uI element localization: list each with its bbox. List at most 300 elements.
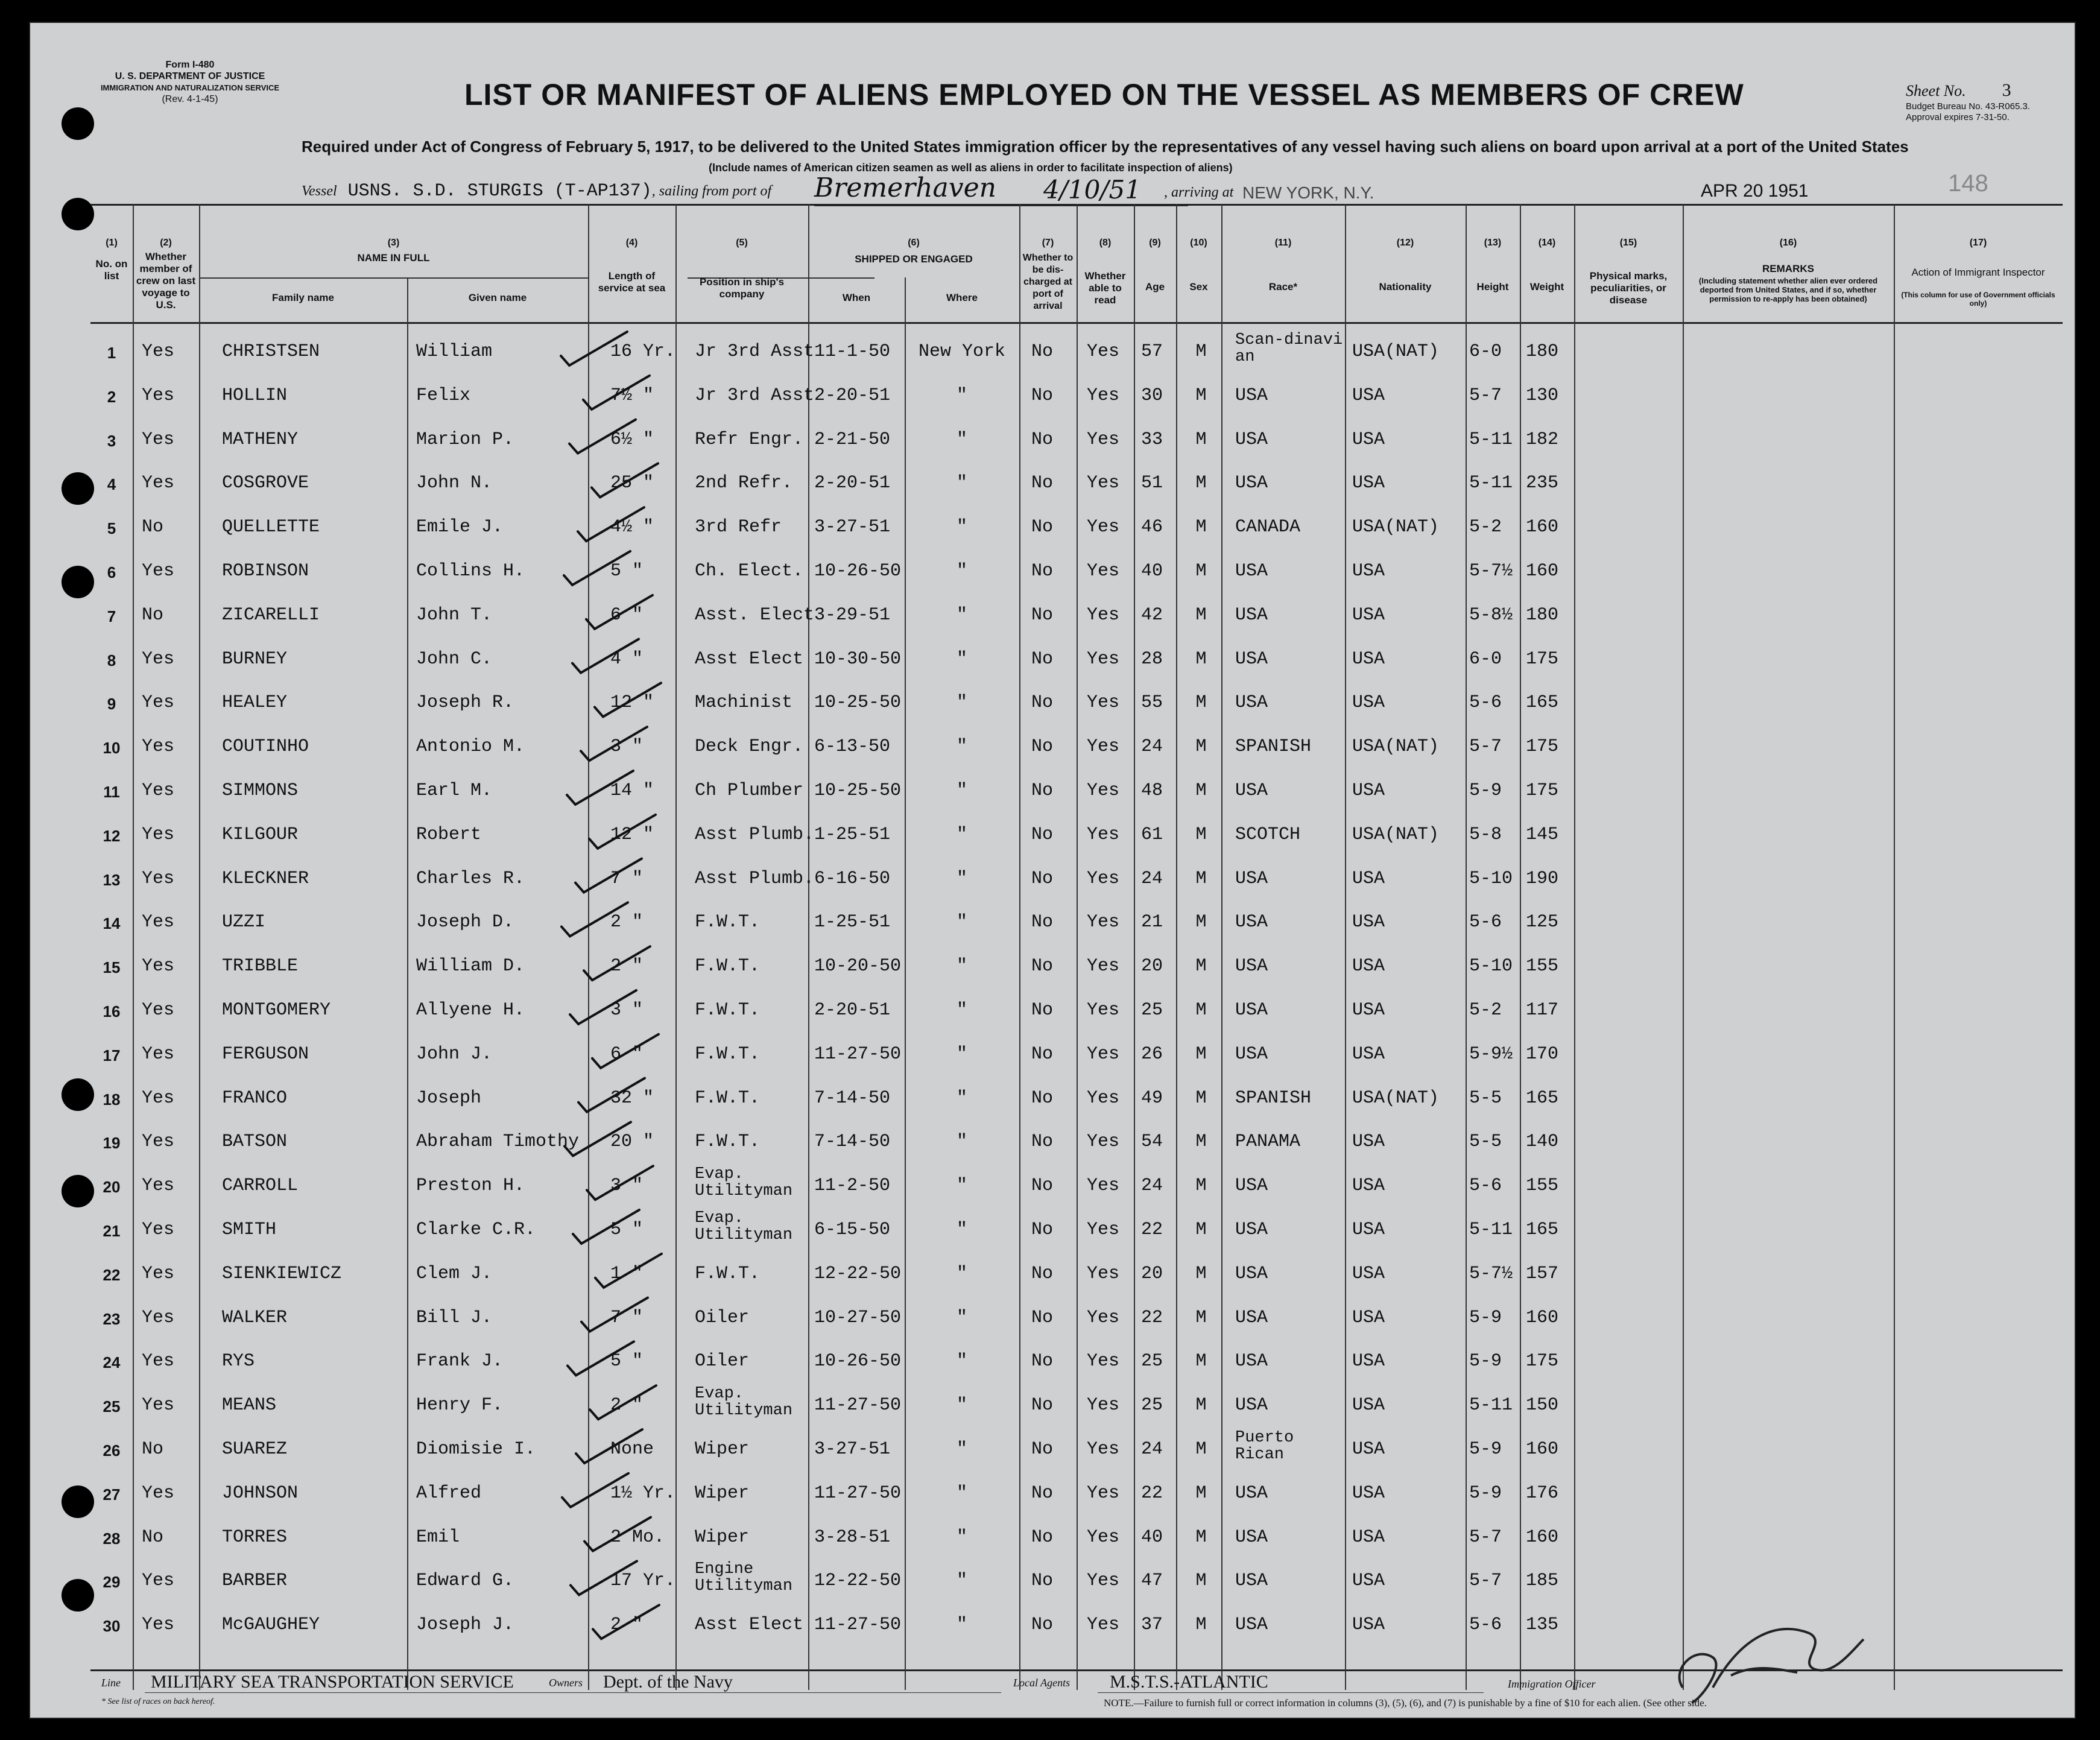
cell-where: " — [956, 1482, 967, 1504]
cell-no: 10 — [103, 739, 121, 758]
cell-weight: 190 — [1526, 868, 1559, 889]
check-mark — [584, 946, 650, 980]
cell-member: Yes — [142, 956, 175, 977]
cell-length: 5 " — [610, 1351, 644, 1372]
cell-height: 5-6 — [1469, 1615, 1502, 1636]
cell-sex: M — [1195, 956, 1207, 977]
cell-family: TORRES — [222, 1526, 288, 1548]
cell-height: 5-10 — [1469, 956, 1513, 977]
cell-nat: USA — [1352, 1615, 1385, 1636]
cell-position: Engine Utilityman — [695, 1560, 793, 1596]
cell-height: 5-7½ — [1469, 561, 1513, 581]
cell-height: 5-7½ — [1469, 1263, 1513, 1284]
cell-member: Yes — [142, 1220, 175, 1240]
cell-no: 30 — [103, 1617, 121, 1636]
owners-value: Dept. of the Navy — [603, 1672, 733, 1692]
cell-height: 5-5 — [1469, 1131, 1502, 1153]
cell-weight: 160 — [1526, 517, 1559, 538]
cell-disch: No — [1031, 473, 1054, 494]
cell-no: 27 — [103, 1485, 121, 1504]
cell-nat: USA — [1352, 1395, 1385, 1416]
cell-nat: USA — [1352, 604, 1385, 625]
cell-when: 11-27-50 — [814, 1043, 902, 1065]
cell-weight: 125 — [1526, 912, 1559, 933]
vessel-name: USNS. S.D. STURGIS (T-AP137) — [347, 181, 652, 201]
cell-nat: USA — [1352, 1000, 1385, 1020]
cell-family: COSGROVE — [222, 473, 309, 494]
cell-age: 33 — [1141, 429, 1163, 450]
cell-race: USA — [1235, 1000, 1268, 1020]
cell-member: Yes — [142, 1087, 175, 1109]
cell-sex: M — [1195, 1395, 1207, 1416]
check-mark — [587, 1166, 653, 1200]
cell-read: Yes — [1087, 956, 1120, 977]
cell-family: SUAREZ — [222, 1439, 288, 1460]
cell-weight: 155 — [1526, 1175, 1559, 1197]
col-number: (3) — [387, 238, 400, 248]
cell-no: 1 — [107, 344, 116, 362]
cell-disch: No — [1031, 912, 1054, 933]
cell-sex: M — [1195, 429, 1207, 450]
cell-weight: 165 — [1526, 1087, 1559, 1109]
cell-read: Yes — [1087, 1482, 1120, 1504]
cell-read: Yes — [1087, 561, 1120, 581]
cell-family: BURNEY — [222, 648, 288, 669]
cell-position: Asst Plumb. — [695, 868, 815, 889]
cell-given: John T. — [416, 604, 493, 625]
cell-where: " — [956, 648, 967, 669]
cell-given: Emile J. — [416, 517, 504, 538]
cell-age: 20 — [1141, 956, 1163, 977]
cell-where: " — [956, 429, 967, 450]
cell-read: Yes — [1087, 1571, 1120, 1592]
col-number: (4) — [625, 238, 638, 248]
header-length: Length of service at sea — [598, 270, 666, 294]
line-value: MILITARY SEA TRANSPORTATION SERVICE — [151, 1672, 514, 1692]
cell-nat: USA — [1352, 1175, 1385, 1197]
cell-sex: M — [1195, 473, 1207, 494]
cell-length: 3 " — [610, 1000, 644, 1020]
cell-position: Evap. Utilityman — [695, 1165, 793, 1201]
cell-given: Collins H. — [416, 561, 525, 581]
cell-length: 3 " — [610, 736, 644, 758]
cell-position: 2nd Refr. — [695, 473, 793, 494]
cell-disch: No — [1031, 1307, 1054, 1328]
col-number: (11) — [1274, 238, 1292, 248]
header-shipped: SHIPPED OR ENGAGED — [855, 253, 973, 265]
check-mark — [564, 551, 630, 585]
cell-when: 3-28-51 — [814, 1526, 891, 1548]
cell-race: USA — [1235, 1571, 1268, 1592]
cell-no: 7 — [107, 607, 116, 625]
cell-weight: 175 — [1526, 1351, 1559, 1372]
cell-family: TRIBBLE — [222, 956, 299, 977]
cell-member: Yes — [142, 1263, 175, 1284]
cell-no: 14 — [103, 914, 121, 933]
cell-race: USA — [1235, 868, 1268, 889]
cell-no: 29 — [103, 1573, 121, 1592]
cell-race: Puerto Rican — [1235, 1429, 1294, 1464]
cell-no: 9 — [107, 695, 116, 713]
sheet-value: 3 — [2002, 80, 2011, 100]
cell-when: 10-26-50 — [814, 1351, 902, 1372]
cell-weight: 182 — [1526, 429, 1559, 450]
cell-length: 7 " — [610, 1307, 644, 1328]
cell-height: 5-5 — [1469, 1087, 1502, 1109]
header-able-read: Whether able to read — [1084, 270, 1126, 306]
cell-nat: USA — [1352, 1571, 1385, 1592]
cell-family: SMITH — [222, 1220, 277, 1240]
cell-weight: 165 — [1526, 692, 1559, 713]
cell-height: 5-9 — [1469, 1351, 1502, 1372]
cell-age: 24 — [1141, 736, 1163, 758]
cell-age: 25 — [1141, 1351, 1163, 1372]
check-mark — [578, 1078, 645, 1112]
cell-family: QUELLETTE — [222, 517, 320, 538]
cell-weight: 235 — [1526, 473, 1559, 494]
cell-nat: USA — [1352, 648, 1385, 669]
cell-length: 32 " — [610, 1087, 654, 1109]
cell-race: SPANISH — [1235, 1087, 1312, 1109]
cell-given: Preston H. — [416, 1175, 525, 1197]
cell-family: McGAUGHEY — [222, 1615, 320, 1636]
cell-family: BARBER — [222, 1571, 288, 1592]
cell-position: Machinist — [695, 692, 793, 713]
cell-family: KLECKNER — [222, 868, 309, 889]
cell-given: Diomisie I. — [416, 1439, 536, 1460]
cell-member: Yes — [142, 824, 175, 845]
cell-nat: USA — [1352, 912, 1385, 933]
cell-race: USA — [1235, 912, 1268, 933]
cell-read: Yes — [1087, 341, 1120, 362]
cell-race: USA — [1235, 780, 1268, 801]
cell-sex: M — [1195, 1175, 1207, 1197]
cell-where: " — [956, 780, 967, 801]
cell-member: Yes — [142, 1307, 175, 1328]
arrival-stamp-date: APR 20 1951 — [1701, 181, 1809, 201]
cell-disch: No — [1031, 648, 1054, 669]
cell-length: 12 " — [610, 824, 654, 845]
cell-when: 2-21-50 — [814, 429, 891, 450]
cell-nat: USA(NAT) — [1352, 517, 1440, 538]
check-mark — [593, 1605, 659, 1639]
cell-no: 25 — [103, 1397, 121, 1416]
cell-no: 28 — [103, 1529, 121, 1548]
cell-sex: M — [1195, 736, 1207, 758]
cell-position: Ch Plumber — [695, 780, 804, 801]
cell-weight: 160 — [1526, 561, 1559, 581]
cell-age: 30 — [1141, 385, 1163, 406]
cell-nat: USA — [1352, 1439, 1385, 1460]
cell-disch: No — [1031, 736, 1054, 758]
cell-member: Yes — [142, 385, 175, 406]
cell-sex: M — [1195, 1615, 1207, 1636]
check-mark — [592, 1034, 659, 1068]
cell-no: 19 — [103, 1134, 121, 1153]
cell-length: 5 " — [610, 1220, 644, 1240]
cell-weight: 155 — [1526, 956, 1559, 977]
cell-disch: No — [1031, 1000, 1054, 1020]
cell-member: Yes — [142, 780, 175, 801]
cell-read: Yes — [1087, 1131, 1120, 1153]
cell-family: COUTINHO — [222, 736, 309, 758]
cell-position: F.W.T. — [695, 1043, 761, 1065]
col-number: (10) — [1190, 238, 1207, 248]
cell-weight: 185 — [1526, 1571, 1559, 1592]
cell-weight: 180 — [1526, 341, 1559, 362]
cell-member: Yes — [142, 1175, 175, 1197]
owners-label: Owners — [549, 1677, 583, 1689]
cell-length: 7½ " — [610, 385, 654, 406]
cell-position: Deck Engr. — [695, 736, 804, 758]
cell-read: Yes — [1087, 780, 1120, 801]
header-weight: Weight — [1529, 281, 1564, 293]
cell-member: Yes — [142, 1043, 175, 1065]
cell-height: 5-9 — [1469, 780, 1502, 801]
form-number: Form I-480 — [165, 60, 215, 70]
cell-age: 48 — [1141, 780, 1163, 801]
cell-disch: No — [1031, 1220, 1054, 1240]
check-mark — [572, 639, 639, 673]
cell-age: 46 — [1141, 517, 1163, 538]
cell-length: 20 " — [610, 1131, 654, 1153]
stamp-number: 148 — [1948, 170, 1988, 197]
cell-disch: No — [1031, 1615, 1054, 1636]
cell-where: " — [956, 1220, 967, 1240]
cell-age: 20 — [1141, 1263, 1163, 1284]
cell-race: USA — [1235, 1307, 1268, 1328]
cell-race: USA — [1235, 604, 1268, 625]
cell-no: 18 — [103, 1090, 121, 1109]
cell-length: 3 " — [610, 1175, 644, 1197]
cell-age: 37 — [1141, 1615, 1163, 1636]
cell-position: F.W.T. — [695, 1263, 761, 1284]
cell-disch: No — [1031, 604, 1054, 625]
check-mark — [568, 1341, 634, 1375]
col-number: (15) — [1619, 238, 1637, 248]
cell-position: Asst Plumb. — [695, 824, 815, 845]
cell-nat: USA — [1352, 956, 1385, 977]
cell-no: 20 — [103, 1178, 121, 1197]
cell-nat: USA — [1352, 1526, 1385, 1548]
cell-when: 10-27-50 — [814, 1307, 902, 1328]
cell-length: 6 " — [610, 1043, 644, 1065]
cell-where: " — [956, 1526, 967, 1548]
cell-family: ZICARELLI — [222, 604, 320, 625]
header-age: Age — [1145, 281, 1165, 293]
cell-height: 5-9 — [1469, 1439, 1502, 1460]
cell-no: 21 — [103, 1222, 121, 1240]
cell-disch: No — [1031, 1043, 1054, 1065]
cell-read: Yes — [1087, 1220, 1120, 1240]
cell-given: John J. — [416, 1043, 493, 1065]
include-note: (Include names of American citizen seamen as well as aliens in order to facilitate inspection of aliens) — [709, 162, 1233, 174]
cell-given: Bill J. — [416, 1307, 493, 1328]
cell-disch: No — [1031, 1395, 1054, 1416]
cell-read: Yes — [1087, 385, 1120, 406]
check-mark — [570, 990, 636, 1024]
cell-read: Yes — [1087, 517, 1120, 538]
cell-weight: 157 — [1526, 1263, 1559, 1284]
cell-race: USA — [1235, 692, 1268, 713]
cell-when: 11-1-50 — [814, 341, 891, 362]
cell-weight: 175 — [1526, 648, 1559, 669]
header-action: Action of Immigrant Inspector — [1911, 267, 2045, 278]
cell-race: USA — [1235, 385, 1268, 406]
check-mark — [581, 1298, 648, 1332]
cell-member: Yes — [142, 736, 175, 758]
cell-family: HOLLIN — [222, 385, 288, 406]
check-mark — [595, 1254, 662, 1288]
cell-given: Joseph D. — [416, 912, 514, 933]
cell-member: Yes — [142, 1351, 175, 1372]
cell-nat: USA — [1352, 561, 1385, 581]
cell-length: 14 " — [610, 780, 654, 801]
cell-nat: USA — [1352, 1220, 1385, 1240]
cell-disch: No — [1031, 1439, 1054, 1460]
cell-sex: M — [1195, 1307, 1207, 1328]
header-when: When — [842, 292, 871, 303]
header-physical: Physical marks, peculiarities, or disease — [1589, 270, 1668, 306]
cell-height: 5-7 — [1469, 1571, 1502, 1592]
cell-age: 55 — [1141, 692, 1163, 713]
cell-disch: No — [1031, 1482, 1054, 1504]
sheet-label: Sheet No. — [1906, 82, 1966, 100]
cell-disch: No — [1031, 1526, 1054, 1548]
cell-weight: 117 — [1526, 1000, 1559, 1020]
cell-race: USA — [1235, 473, 1268, 494]
cell-read: Yes — [1087, 473, 1120, 494]
cell-length: 1½ Yr. — [610, 1482, 676, 1504]
cell-nat: USA — [1352, 1482, 1385, 1504]
cell-weight: 135 — [1526, 1615, 1559, 1636]
cell-read: Yes — [1087, 1043, 1120, 1065]
col-number: (2) — [160, 238, 172, 248]
cell-height: 5-11 — [1469, 473, 1513, 494]
cell-height: 5-9 — [1469, 1482, 1502, 1504]
footer-underline — [1098, 1692, 1484, 1693]
cell-height: 5-9 — [1469, 1307, 1502, 1328]
cell-position: 3rd Refr — [695, 517, 782, 538]
cell-position: Asst Elect — [695, 648, 804, 669]
cell-family: KILGOUR — [222, 824, 299, 845]
cell-position: Asst. Elect — [695, 604, 815, 625]
cell-when: 3-27-51 — [814, 1439, 891, 1460]
cell-read: Yes — [1087, 604, 1120, 625]
cell-sex: M — [1195, 780, 1207, 801]
header-height: Height — [1476, 281, 1509, 293]
cell-read: Yes — [1087, 1351, 1120, 1372]
cell-where: " — [956, 517, 967, 538]
cell-member: Yes — [142, 429, 175, 450]
cell-race: SCOTCH — [1235, 824, 1301, 845]
cell-where: " — [956, 736, 967, 758]
departure-date: 4/10/51 — [1043, 175, 1141, 204]
cell-weight: 160 — [1526, 1307, 1559, 1328]
col-number: (16) — [1779, 238, 1797, 248]
cell-length: 2 " — [610, 1615, 644, 1636]
officer-label: Immigration Officer — [1508, 1678, 1596, 1690]
col-number: (8) — [1099, 238, 1112, 248]
arrival-port: NEW YORK, N.Y. — [1242, 183, 1374, 202]
cell-length: 6½ " — [610, 429, 654, 450]
cell-race: USA — [1235, 1526, 1268, 1548]
cell-where: " — [956, 1439, 967, 1460]
cell-position: Evap. Utilityman — [695, 1209, 793, 1244]
cell-disch: No — [1031, 1351, 1054, 1372]
check-mark — [586, 595, 653, 629]
cell-member: No — [142, 517, 164, 538]
cell-given: Frank J. — [416, 1351, 504, 1372]
check-mark — [584, 1517, 651, 1551]
cell-disch: No — [1031, 1571, 1054, 1592]
check-mark — [583, 376, 650, 410]
cell-given: Allyene H. — [416, 1000, 525, 1020]
cell-no: 8 — [107, 651, 116, 669]
cell-where: " — [956, 385, 967, 406]
cell-read: Yes — [1087, 1263, 1120, 1284]
cell-no: 5 — [107, 519, 116, 538]
cell-read: Yes — [1087, 868, 1120, 889]
cell-age: 22 — [1141, 1482, 1163, 1504]
departure-port: Bremerhaven — [814, 172, 997, 203]
cell-when: 1-25-51 — [814, 824, 891, 845]
cell-where: " — [956, 561, 967, 581]
cell-weight: 165 — [1526, 1220, 1559, 1240]
header-action-sub: (This column for use of Government officials only) — [1901, 291, 2055, 308]
cell-nat: USA — [1352, 868, 1385, 889]
cell-family: ROBINSON — [222, 561, 309, 581]
cell-age: 28 — [1141, 648, 1163, 669]
cell-sex: M — [1195, 1263, 1207, 1284]
cell-sex: M — [1195, 1439, 1207, 1460]
cell-given: Joseph J. — [416, 1615, 514, 1636]
cell-when: 11-27-50 — [814, 1615, 902, 1636]
cell-race: PANAMA — [1235, 1131, 1301, 1153]
cell-age: 40 — [1141, 1526, 1163, 1548]
cell-age: 22 — [1141, 1220, 1163, 1240]
col-number: (7) — [1042, 238, 1054, 248]
cell-where: " — [956, 1131, 967, 1153]
cell-given: Emil — [416, 1526, 460, 1548]
cell-sex: M — [1195, 1043, 1207, 1065]
cell-when: 12-22-50 — [814, 1263, 902, 1284]
header-no-on-list: No. on list — [95, 258, 128, 282]
cell-age: 51 — [1141, 473, 1163, 494]
cell-no: 13 — [103, 870, 121, 889]
cell-nat: USA — [1352, 429, 1385, 450]
cell-when: 11-27-50 — [814, 1395, 902, 1416]
cell-given: John C. — [416, 648, 493, 669]
cell-position: Evap. Utilityman — [695, 1385, 793, 1420]
cell-family: MEANS — [222, 1395, 277, 1416]
cell-age: 57 — [1141, 341, 1163, 362]
cell-age: 26 — [1141, 1043, 1163, 1065]
cell-read: Yes — [1087, 1615, 1120, 1636]
cell-sex: M — [1195, 868, 1207, 889]
line-label: Line — [101, 1677, 121, 1689]
cell-read: Yes — [1087, 648, 1120, 669]
cell-given: John N. — [416, 473, 493, 494]
cell-nat: USA — [1352, 1131, 1385, 1153]
check-mark — [595, 683, 661, 717]
cell-given: Antonio M. — [416, 736, 525, 758]
cell-length: 1 " — [610, 1263, 644, 1284]
check-mark — [575, 859, 642, 893]
check-marks — [30, 23, 2075, 1718]
cell-where: " — [956, 692, 967, 713]
cell-length: 25 " — [610, 473, 654, 494]
